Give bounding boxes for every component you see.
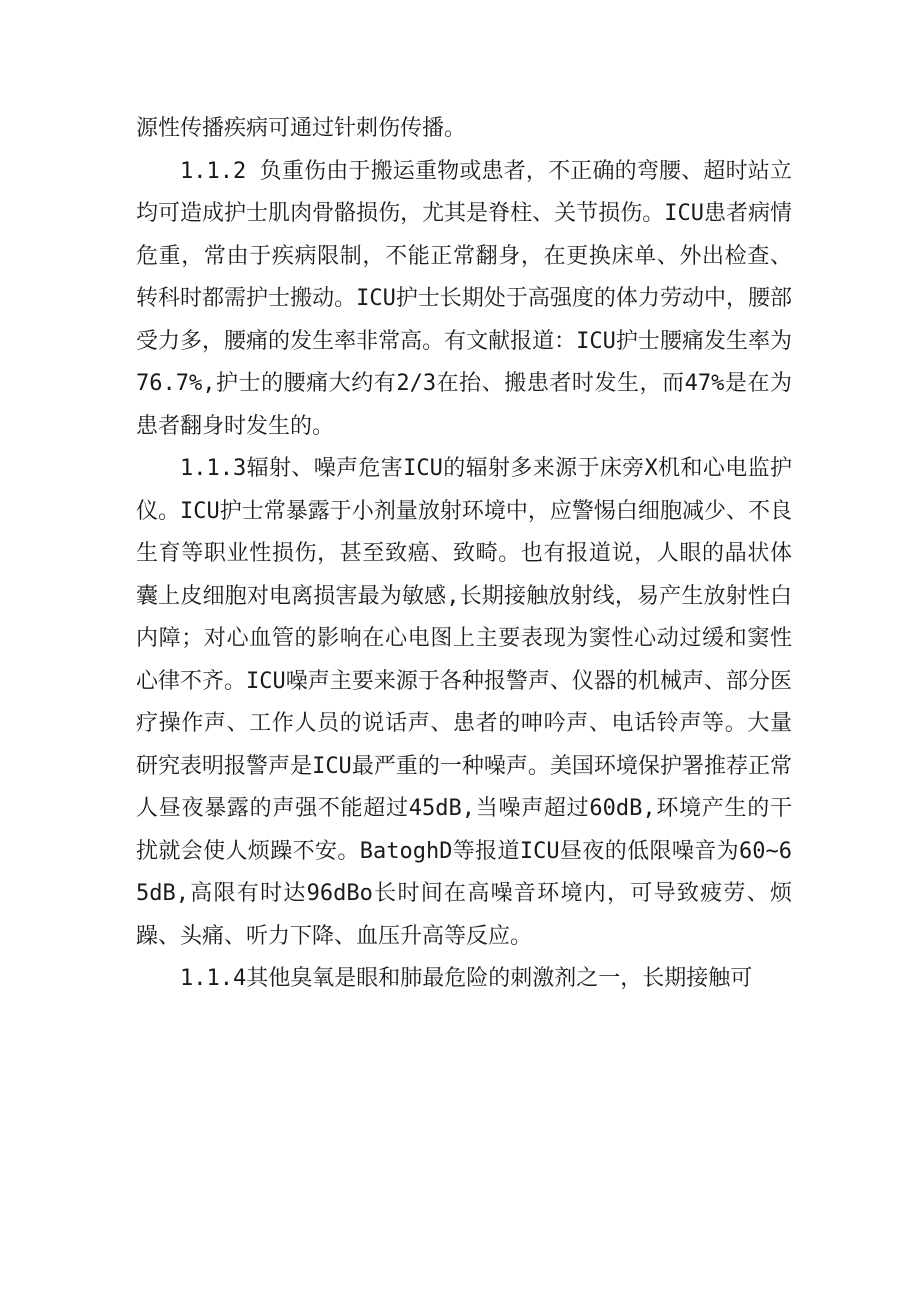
paragraph-section-1-1-3: 1.1.3辐射、噪声危害ICU的辐射多来源于床旁X机和心电监护仪。ICU护士常暴露于小剂量放射环境中，应警惕白细胞减少、不良生育等职业性损伤，甚至致癌、致畸。也有报道说，人眼的晶状体囊上皮细胞对电离损害最为敏感,长期接触放射线，易产生放射性白内障；对心血管的影响在心电图上主要表现为窦性心动过缓和窦性心律不齐。ICU噪声主要来源于各种报警声、仪器的机械声、部分医疗操作声、工作人员的说话声、患者的呻吟声、电话铃声等。大量研究表明报警声是ICU最严重的一种噪声。美国环境保护署推荐正常人昼夜暴露的声强不能超过45dB,当噪声超过60dB,环境产生的干扰就会使人烦躁不安。BatoghD等报道ICU昼夜的低限噪音为60~65dB,高限有时达96dBo长时间在高噪音环境内，可导致疲劳、烦躁、头痛、听力下降、血压升高等反应。 [136,456,792,949]
paragraph-section-1-1-4: 1.1.4其他臭氧是眼和肺最危险的刺激剂之一，长期接触可 [180,966,753,991]
paragraph-section-1-1-2: 1.1.2 负重伤由于搬运重物或患者，不正确的弯腰、超时站立均可造成护士肌肉骨骼损伤，尤其是脊柱、关节损伤。ICU患者病情危重，常由于疾病限制，不能正常翻身，在更换床单、外出检查、转科时都需护士搬动。ICU护士长期处于高强度的体力劳动中，腰部受力多，腰痛的发生率非常高。有文献报道：ICU护士腰痛发生率为76.7%,护士的腰痛大约有2/3在抬、搬患者时发生，而47%是在为患者翻身时发生的。 [136,158,792,439]
body-text [136,108,792,1001]
paragraph-continuation: 源性传播疾病可通过针刺伤传播。 [136,116,467,141]
